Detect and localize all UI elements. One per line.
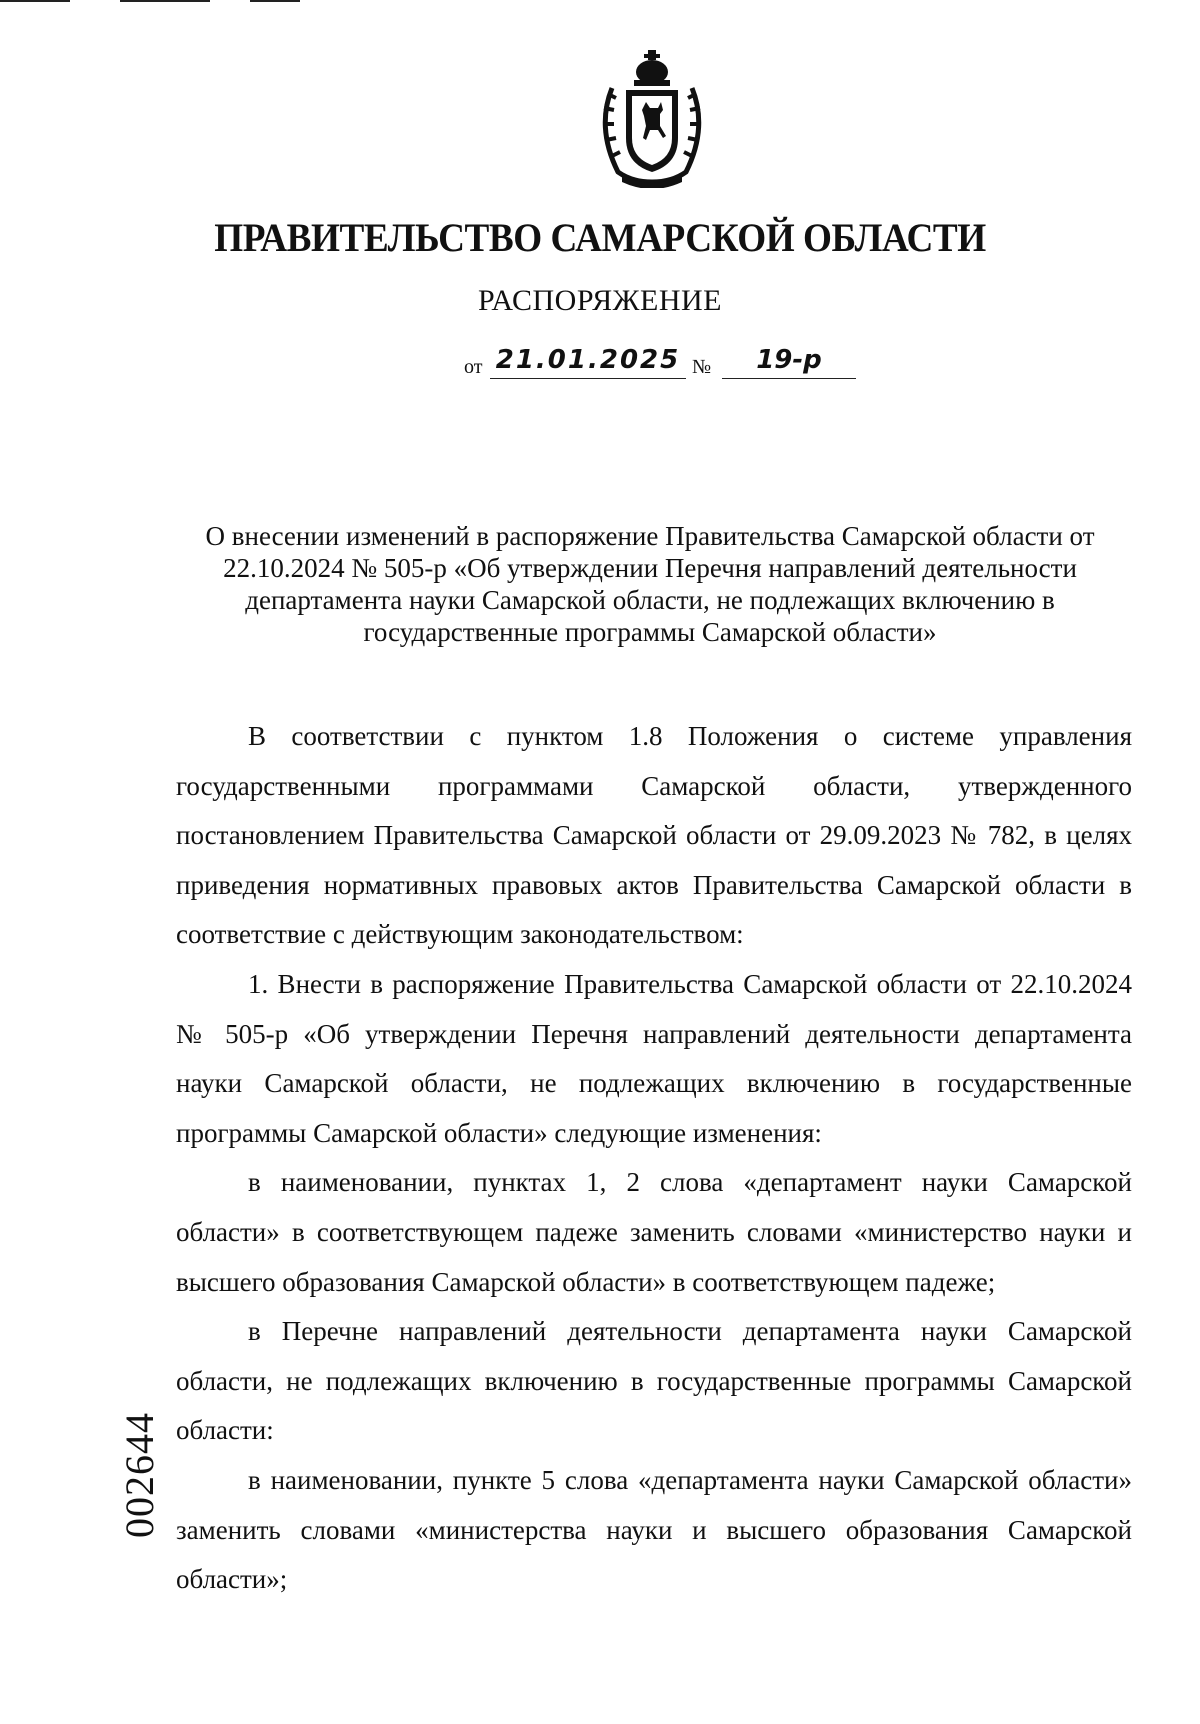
document-body — [176, 712, 1132, 1605]
body-paragraph: 1. Внести в распоряжение Правительства Самарской области от 22.10.2024 № 505-р «Об утверждении Перечня направлений деятельности департамента науки Самарской области, не подлежащих включению в государственные программы Самарской области» следующие изменения: — [176, 968, 1132, 1148]
side-serial-number: 002644 — [117, 1412, 162, 1538]
body-paragraph: В соответствии с пунктом 1.8 Положения о системе управления государственными программами Самарской области, утвержденного постановлением Правительства Самарской области от 29.09.2023 № 782, в целях приведения нормативных правовых актов Правительства Самарской области в соответствие с действующим законодательством: — [176, 721, 1132, 950]
scan-artifact — [0, 0, 70, 2]
organization-title: ПРАВИТЕЛЬСТВО САМАРСКОЙ ОБЛАСТИ — [214, 215, 986, 260]
scan-artifact — [120, 0, 210, 2]
handwritten-date: 21.01.2025 — [490, 342, 686, 379]
document-type: РАСПОРЯЖЕНИЕ — [477, 284, 723, 317]
date-prefix: от — [464, 356, 483, 378]
scan-artifact — [250, 0, 300, 2]
document-subject: О внесении изменений в распоряжение Правительства Самарской области от 22.10.2024 № 505-р «Об утверждении Перечня направлений деятельности департамента науки Самарской области, не подлежащих включению в государственные программы Самарской области» — [205, 521, 1095, 647]
number-sign: № — [692, 356, 712, 378]
handwritten-number: 19-р — [722, 342, 856, 379]
body-paragraph: в наименовании, пункте 5 слова «департамента науки Самарской области» заменить словами «министерства науки и высшего образования Самарской области»; — [176, 1464, 1132, 1595]
date-number-line — [464, 342, 864, 386]
coat-of-arms-icon — [592, 48, 712, 188]
body-paragraph: в Перечне направлений деятельности департамента науки Самарской области, не подлежащих включению в государственные программы Самарской области: — [176, 1316, 1132, 1446]
body-paragraph: в наименовании, пунктах 1, 2 слова «департамент науки Самарской области» в соответствующем падеже заменить словами «министерство науки и высшего образования Самарской области» в соответствующем падеже; — [176, 1167, 1132, 1297]
